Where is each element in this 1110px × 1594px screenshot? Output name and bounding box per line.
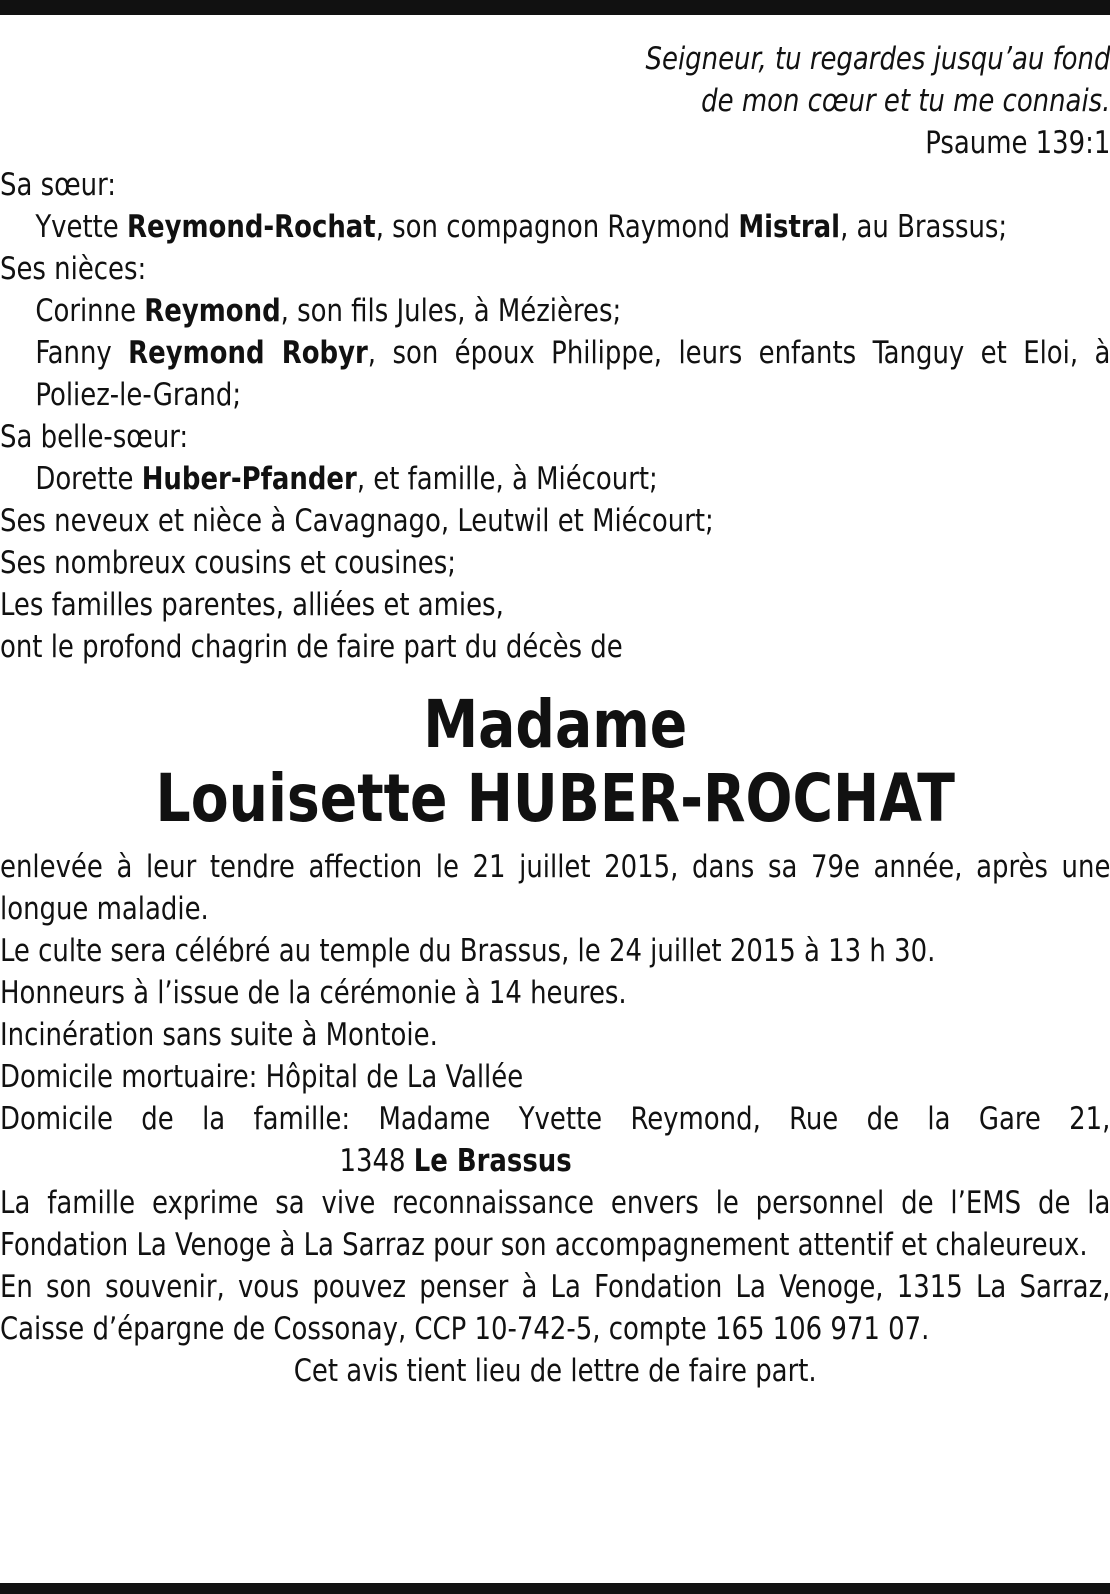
- death-details: enlevée à leur tendre affection le 21 juillet 2015, dans sa 79e année, après une longue maladie.: [0, 849, 1110, 927]
- epigraph-line-1: Seigneur, tu regardes jusqu’au fond: [645, 41, 1110, 77]
- honours-line: Honneurs à l’issue de la cérémonie à 14 heures.: [0, 975, 627, 1011]
- sister-in-law-entry: Dorette Huber-Pfander, et famille, à Miécourt;: [35, 461, 658, 497]
- deceased-honorific: Madame: [423, 686, 688, 763]
- mortuary-line: Domicile mortuaire: Hôpital de La Vallée: [0, 1059, 524, 1095]
- service-line: Le culte sera célébré au temple du Brassus, le 24 juillet 2015 à 13 h 30.: [0, 933, 936, 969]
- epigraph-reference: Psaume 139:1: [925, 125, 1110, 161]
- thanks-paragraph: La famille exprime sa vive reconnaissance envers le personnel de l’EMS de la Fondation La Venoge à La Sarraz pour son accompagnement attentif et chaleureux.: [0, 1185, 1110, 1263]
- epigraph: [0, 38, 1110, 164]
- niece-entry-1: Corinne Reymond, son fils Jules, à Mézières;: [35, 293, 622, 329]
- sister-in-law-heading: Sa belle-sœur:: [0, 419, 189, 455]
- family-home-address: 1348 Le Brassus: [339, 1143, 572, 1179]
- announce-line: ont le profond chagrin de faire part du décès de: [0, 629, 623, 665]
- closing-line: Cet avis tient lieu de lettre de faire part.: [293, 1353, 817, 1389]
- cousins-line: Ses nombreux cousins et cousines;: [0, 545, 457, 581]
- family-home-line: Domicile de la famille: Madame Yvette Reymond, Rue de la Gare 21,: [0, 1101, 1110, 1137]
- sister-heading: Sa sœur:: [0, 167, 116, 203]
- nephews-line: Ses neveux et nièce à Cavagnago, Leutwil et Miécourt;: [0, 503, 714, 539]
- sister-entry: Yvette Reymond-Rochat, son compagnon Raymond Mistral, au Brassus;: [35, 209, 1008, 245]
- families-line: Les familles parentes, alliées et amies,: [0, 587, 504, 623]
- deceased-title-block: [0, 688, 1110, 836]
- nieces-heading: Ses nièces:: [0, 251, 147, 287]
- memory-paragraph: En son souvenir, vous pouvez penser à La Fondation La Venoge, 1315 La Sarraz, Caisse d’épargne de Cossonay, CCP 10-742-5, compte 165 106 971 07.: [0, 1269, 1110, 1347]
- obituary-notice: [0, 38, 1110, 1392]
- cremation-line: Incinération sans suite à Montoie.: [0, 1017, 438, 1053]
- bottom-rule: [0, 1583, 1110, 1594]
- niece-entry-2: Fanny Reymond Robyr, son époux Philippe, leurs enfants Tanguy et Eloi, à Poliez-le-Grand;: [35, 335, 1110, 413]
- top-rule: [0, 0, 1110, 15]
- epigraph-line-2: de mon cœur et tu me connais.: [701, 83, 1110, 119]
- deceased-name: Louisette HUBER-ROCHAT: [155, 760, 955, 837]
